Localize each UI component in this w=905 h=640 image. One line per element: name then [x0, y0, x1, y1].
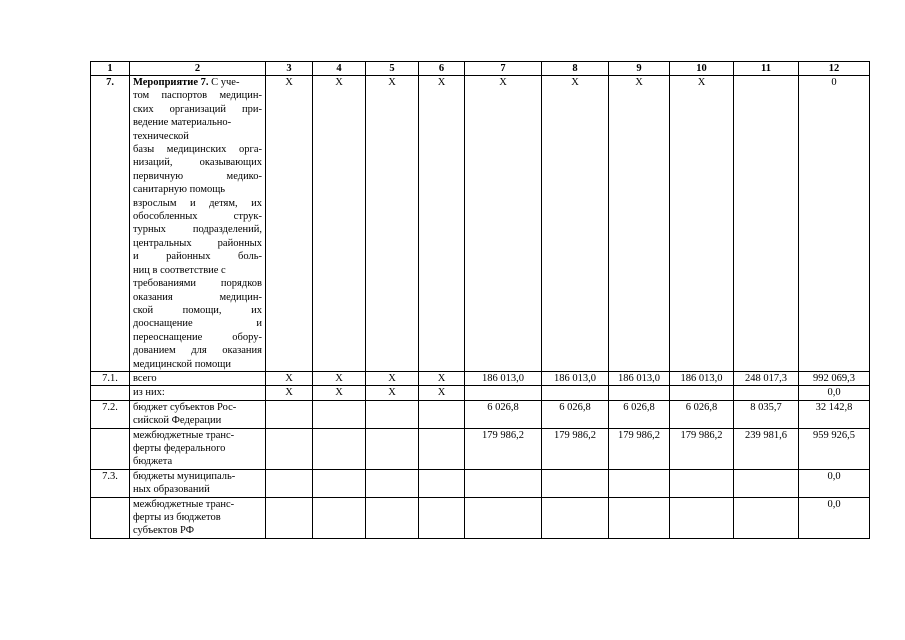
value-cell [366, 469, 419, 497]
desc-line: всего [133, 372, 157, 384]
header-cell: 6 [419, 62, 465, 76]
row-number [91, 428, 130, 469]
header-cell: 10 [670, 62, 734, 76]
row-number [91, 386, 130, 400]
table-row [91, 469, 870, 497]
value-cell [419, 469, 465, 497]
desc-line: межбюджетные транс- [133, 429, 235, 441]
value-cell [609, 469, 670, 497]
value-cell: X [313, 386, 366, 400]
row-number: 7.2. [91, 400, 130, 428]
desc-line: из них: [133, 387, 165, 399]
table-row [91, 371, 870, 385]
value-cell: 0,0 [799, 469, 870, 497]
value-cell [465, 386, 542, 400]
value-cell: 0,0 [799, 386, 870, 400]
header-row [91, 62, 870, 76]
value-cell [542, 497, 609, 538]
value-cell: X [366, 371, 419, 385]
row-number: 7.1. [91, 371, 130, 385]
header-cell: 3 [266, 62, 313, 76]
desc-line: бюджеты муниципаль- [133, 470, 236, 482]
value-cell: X [313, 76, 366, 372]
value-cell [734, 469, 799, 497]
desc-line: центральных районных [133, 237, 262, 249]
row-description [130, 469, 266, 497]
row-description [130, 428, 266, 469]
header-cell: 9 [609, 62, 670, 76]
desc-line: базы медицинских орга- [133, 144, 262, 156]
desc-line: технической [133, 130, 189, 142]
value-cell: 6 026,8 [670, 400, 734, 428]
value-cell: 179 986,2 [465, 428, 542, 469]
value-cell: 6 026,8 [542, 400, 609, 428]
value-cell: 0 [799, 76, 870, 372]
value-cell [419, 497, 465, 538]
value-cell [419, 400, 465, 428]
value-cell: 239 981,6 [734, 428, 799, 469]
desc-line: сийской Федерации [133, 415, 222, 427]
value-cell [313, 497, 366, 538]
desc-line: том паспортов медицин- [133, 90, 262, 102]
desc-line: обособленных струк- [133, 211, 262, 223]
value-cell: X [542, 76, 609, 372]
desc-line: требованиями порядков [133, 278, 262, 290]
value-cell [313, 469, 366, 497]
table-row [91, 400, 870, 428]
value-cell: X [465, 76, 542, 372]
desc-line: турных подразделений, [133, 224, 262, 236]
value-cell [734, 497, 799, 538]
value-cell [419, 428, 465, 469]
value-cell: 179 986,2 [609, 428, 670, 469]
value-cell [465, 497, 542, 538]
desc-line: ферты федерального [133, 442, 226, 454]
desc-line: бюджета [133, 456, 173, 468]
value-cell: 186 013,0 [465, 371, 542, 385]
value-cell: 0,0 [799, 497, 870, 538]
header-cell: 8 [542, 62, 609, 76]
value-cell [313, 428, 366, 469]
desc-line: и районных боль- [133, 251, 262, 263]
header-cell: 12 [799, 62, 870, 76]
desc-line: низаций, оказывающих [133, 157, 262, 169]
desc-line: ных образований [133, 484, 210, 496]
desc-line: переоснащение обору- [133, 331, 262, 343]
value-cell: X [266, 386, 313, 400]
value-cell: X [609, 76, 670, 372]
value-cell [734, 386, 799, 400]
desc-line: ской помощи, их [133, 304, 262, 316]
row-description [130, 497, 266, 538]
desc-line: С уче- [208, 77, 240, 88]
desc-line: оказания медицин- [133, 291, 262, 303]
value-cell: 186 013,0 [670, 371, 734, 385]
desc-line: ских организаций при- [133, 103, 262, 115]
value-cell: X [419, 371, 465, 385]
desc-line: дооснащение и [133, 318, 262, 330]
table-row-measure-7 [91, 76, 870, 372]
table-row [91, 497, 870, 538]
value-cell: 6 026,8 [465, 400, 542, 428]
value-cell: X [366, 386, 419, 400]
row-description [130, 400, 266, 428]
value-cell: 32 142,8 [799, 400, 870, 428]
desc-line: ферты из бюджетов [133, 512, 221, 523]
value-cell [670, 386, 734, 400]
desc-line: межбюджетные транс- [133, 498, 235, 510]
value-cell [266, 428, 313, 469]
value-cell: X [419, 386, 465, 400]
desc-line: ведение материально- [133, 117, 232, 129]
value-cell [542, 469, 609, 497]
table-row [91, 428, 870, 469]
desc-line: субъектов РФ [133, 525, 195, 537]
row-number: 7. [91, 76, 130, 372]
desc-line: первичную медико- [133, 170, 262, 182]
row-number [91, 497, 130, 538]
value-cell: 186 013,0 [609, 371, 670, 385]
value-cell: 6 026,8 [609, 400, 670, 428]
value-cell [266, 400, 313, 428]
value-cell: 186 013,0 [542, 371, 609, 385]
value-cell: 959 926,5 [799, 428, 870, 469]
header-cell: 11 [734, 62, 799, 76]
value-cell [670, 497, 734, 538]
row-description [130, 371, 266, 385]
row-description [130, 386, 266, 400]
value-cell: 992 069,3 [799, 371, 870, 385]
header-cell: 7 [465, 62, 542, 76]
desc-line: санитарную помощь [133, 184, 226, 196]
value-cell [366, 400, 419, 428]
value-cell [266, 469, 313, 497]
value-cell: 179 986,2 [542, 428, 609, 469]
value-cell: X [313, 371, 366, 385]
value-cell: X [366, 76, 419, 372]
row-number: 7.3. [91, 469, 130, 497]
value-cell [366, 428, 419, 469]
desc-line: ниц в соответствие с [133, 264, 226, 276]
value-cell [734, 76, 799, 372]
value-cell: X [266, 371, 313, 385]
desc-line: взрослым и детям, их [133, 197, 262, 209]
value-cell: 248 017,3 [734, 371, 799, 385]
value-cell [366, 497, 419, 538]
desc-line: медицинской помощи [133, 358, 231, 370]
value-cell: X [419, 76, 465, 372]
header-cell: 1 [91, 62, 130, 76]
table-row [91, 386, 870, 400]
value-cell [609, 497, 670, 538]
value-cell: 179 986,2 [670, 428, 734, 469]
measure-title: Мероприятие 7. [133, 77, 209, 88]
value-cell [266, 497, 313, 538]
value-cell: X [670, 76, 734, 372]
header-cell: 2 [130, 62, 266, 76]
desc-line: дованием для оказания [133, 345, 262, 357]
desc-line: бюджет субъектов Рос- [133, 401, 237, 413]
header-cell: 4 [313, 62, 366, 76]
value-cell [609, 386, 670, 400]
header-cell: 5 [366, 62, 419, 76]
value-cell: X [266, 76, 313, 372]
budget-table [90, 61, 870, 539]
value-cell [313, 400, 366, 428]
value-cell [465, 469, 542, 497]
value-cell [542, 386, 609, 400]
value-cell: 8 035,7 [734, 400, 799, 428]
measure-description [130, 76, 266, 372]
value-cell [670, 469, 734, 497]
